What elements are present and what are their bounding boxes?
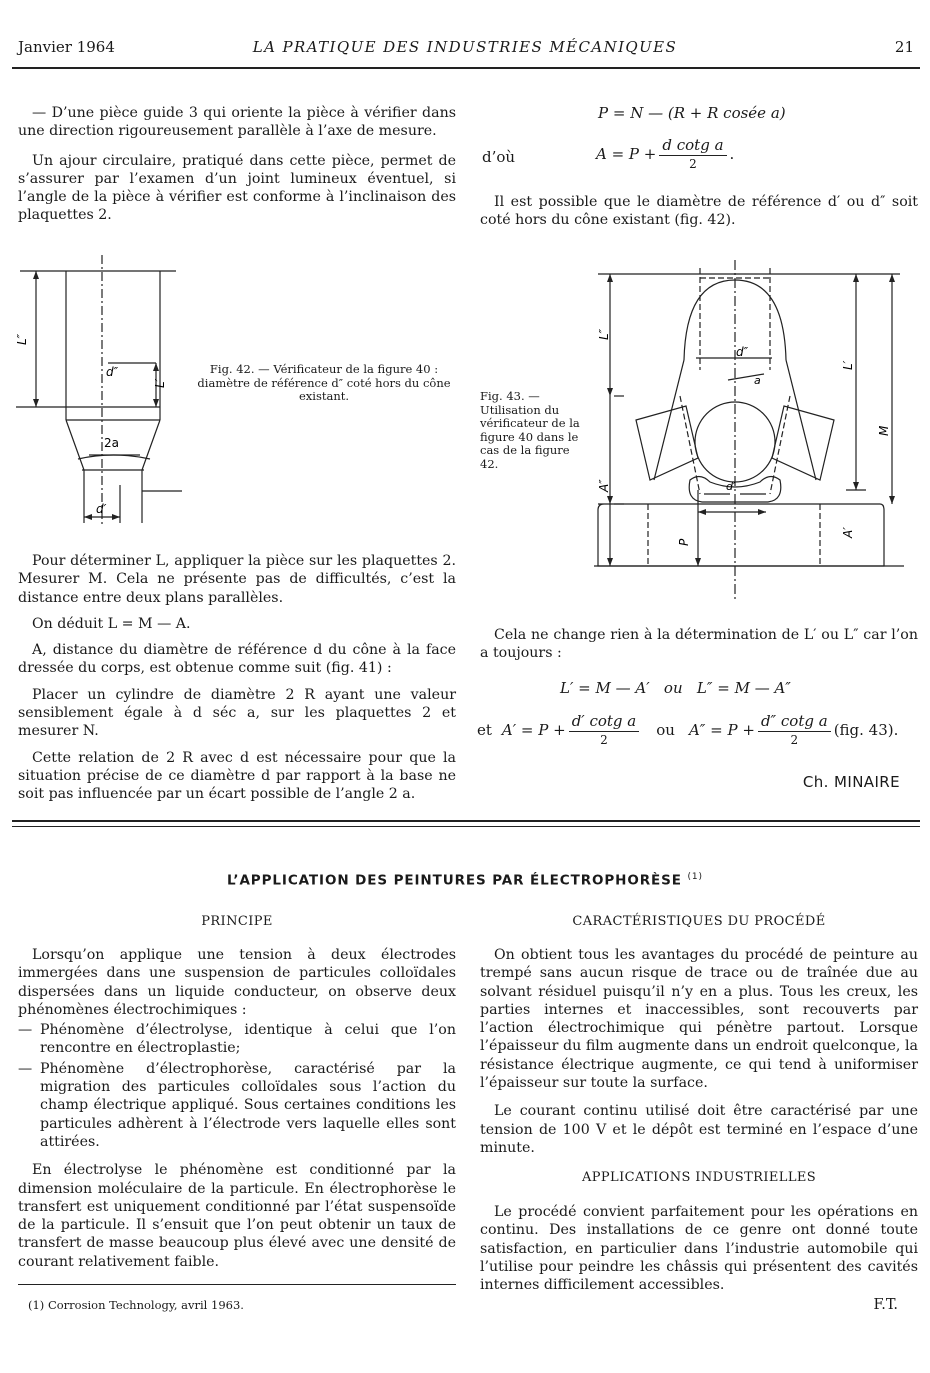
label-l-prime: L′: [153, 378, 167, 388]
fraction-denominator: 2: [689, 157, 697, 171]
label-a-double: A″: [597, 479, 611, 492]
heading-caracteristiques: CARACTÉRISTIQUES DU PROCÉDÉ: [572, 914, 826, 929]
label-two-a: 2a: [104, 436, 119, 450]
figure-43-caption: Fig. 43. — Utilisation du vérificateur de la figure 40 dans le cas de la figure 42.: [480, 389, 580, 471]
equation-a-prime: [477, 712, 898, 747]
equation-suffix: (fig. 43).: [833, 720, 899, 739]
label-a-prime: A′: [841, 527, 855, 538]
label-d-double: d″: [736, 345, 749, 359]
footnote-marker: (1): [687, 872, 703, 882]
article2-left: [18, 946, 456, 1271]
label-p: P: [677, 538, 691, 546]
equation-ou: ou: [656, 720, 675, 739]
equation-lhs: A″ = P +: [688, 720, 755, 739]
author: Ch. MINAIRE: [802, 773, 900, 791]
article1-right-top: [480, 193, 918, 230]
list-item-text: Phénomène d’électrophorèse, caractérisé par la migration des particules colloïdales sous l’action du champ électrique appliqué. Sous certaines conditions les particules adhèrent à l’électrode vers laquelle elles sont attirées.: [40, 1060, 456, 1150]
label-l-double: L″: [597, 328, 611, 340]
article2-right: [480, 946, 918, 1157]
paragraph: Le procédé convient parfaitement pour les opérations en continu. Des installations de ce genre ont donné toute satisfaction, en particulier dans l’industrie automobile qui l’utilise pour peindre les châssis qui présentent des cavités internes difficilement accessibles.: [480, 1204, 918, 1294]
fraction-denominator: 2: [600, 733, 608, 747]
article2-title-text: L’APPLICATION DES PEINTURES PAR ÉLECTROPHORÈSE: [227, 872, 682, 889]
equation-p: P = N — (R + R cosée a): [598, 104, 786, 122]
signature: F.T.: [873, 1297, 898, 1313]
figure-42-diagram: [14, 255, 184, 530]
paragraph: On obtient tous les avantages du procédé de peinture au trempé sans aucun risque de trace ou de traînée due au solvant résiduel puisqu’il n’y en a plus. Tous les creux, les parties internes et inaccessibles, sont recouverts par l’action électrochimique qui pénètre partout. Lorsque l’épaisseur du film augmente dans un endroit quelconque, la résistance électrique augmente, ce qui tend à uniformiser l’épaisseur sur toute la surface.: [480, 947, 918, 1092]
heading-principe: PRINCIPE: [201, 914, 273, 929]
section-rule-bottom: [12, 826, 920, 827]
paragraph: Le courant continu utilisé doit être caractérisé par une tension de 100 V et le dépôt est terminé en l’espace d’une minute.: [480, 1103, 918, 1156]
article2-right-bottom: [480, 1203, 918, 1294]
article1-left-top: [18, 104, 456, 225]
label-d-prime: d′: [726, 480, 736, 493]
figure-42-caption: Fig. 42. — Vérificateur de la figure 40 : diamètre de référence d″ coté hors du cône existant.: [197, 362, 451, 403]
fraction-numerator: d cotg a: [659, 136, 726, 156]
label-d-prime: d′: [96, 502, 107, 516]
label-l-prime: L′: [841, 360, 855, 370]
equation-l: L′ = M — A′ ou L″ = M — A″: [560, 679, 791, 697]
fraction-numerator: d′ cotg a: [569, 712, 640, 732]
equation-fraction: [659, 136, 726, 171]
paragraph: Lorsqu’on applique une tension à deux électrodes immergées dans une suspension de particules colloïdales dispersées dans un liquide conducteur, on observe deux phénomènes électrochimiques :: [18, 947, 456, 1018]
equation-prefix: d’où: [482, 148, 516, 166]
paragraph: Il est possible que le diamètre de référence d′ ou d″ soit coté hors du cône existant (fig. 42).: [480, 194, 918, 229]
paragraph: En électrolyse le phénomène est conditionné par la dimension moléculaire de la particule. En électrophorèse le transfert est uniquement conditionné par l’état suspensoïde de la particule. Il s’ensuit que l’on peut obtenir un taux de transfert de masse beaucoup plus élevé avec une densité de courant relativement faible.: [18, 1162, 456, 1270]
figure-43-diagram: [594, 260, 910, 605]
article1-right-bottom: [480, 626, 918, 663]
equation-fraction: [758, 712, 831, 747]
equation-fraction: [569, 712, 640, 747]
list-item: [18, 1021, 456, 1058]
header-rule: [12, 67, 920, 69]
paragraph: A, distance du diamètre de référence d du cône à la face dressée du corps, est obtenue comme suit (fig. 41) :: [18, 642, 456, 677]
page-number: 21: [894, 38, 914, 56]
paragraph: Un ajour circulaire, pratiqué dans cette pièce, permet de s’assurer par l’examen d’un joint lumineux éventuel, si l’angle de la pièce à vérifier est conforme à l’inclinaison des plaquettes 2.: [18, 152, 456, 224]
paragraph: Placer un cylindre de diamètre 2 R ayant une valeur sensiblement égale à d séc a, sur les plaquettes 2 et mesurer N.: [18, 686, 456, 740]
list-dash: —: [18, 1060, 33, 1077]
paragraph: Pour déterminer L, appliquer la pièce sur les plaquettes 2. Mesurer M. Cela ne présente pas de difficultés, c’est la distance entre deux plans parallèles.: [18, 553, 456, 606]
label-m: M: [877, 425, 891, 436]
paragraph: On déduit L = M — A.: [32, 615, 191, 632]
label-d-double: d″: [106, 365, 119, 379]
equation-lhs: A = P +: [596, 144, 657, 163]
label-l-double: L″: [15, 333, 29, 345]
equation-prefix: et: [477, 720, 492, 739]
footnote: (1) Corrosion Technology, avril 1963.: [28, 1298, 244, 1312]
section-rule-top: [12, 820, 920, 822]
article1-left-bottom: [18, 552, 456, 804]
list-item: [18, 1060, 456, 1151]
equation-lhs: A′ = P +: [501, 720, 566, 739]
fraction-numerator: d″ cotg a: [758, 712, 831, 732]
running-header-date: Janvier 1964: [18, 38, 115, 56]
article2-title: [0, 872, 930, 889]
list-item-text: Phénomène d’électrolyse, identique à celui que l’on rencontre en électroplastie;: [40, 1022, 456, 1057]
paragraph: Cela ne change rien à la détermination de L′ ou L″ car l’on a toujours :: [480, 627, 918, 662]
paragraph: — D’une pièce guide 3 qui oriente la pièce à vérifier dans une direction rigoureusement parallèle à l’axe de mesure.: [18, 105, 456, 140]
heading-applications: APPLICATIONS INDUSTRIELLES: [581, 1170, 817, 1185]
footnote-rule: [18, 1284, 456, 1285]
paragraph: Cette relation de 2 R avec d est nécessaire pour que la situation précise de ce diamètre d par rapport à la base ne soit pas influencée par un écart possible de l’angle 2 a.: [18, 749, 456, 803]
running-header-journal: LA PRATIQUE DES INDUSTRIES MÉCANIQUES: [252, 38, 678, 56]
equation-a: A = P + $\frac{\text{d cotg a}}{2}$ .: [596, 136, 735, 171]
list-dash: —: [18, 1022, 33, 1039]
fraction-denominator: 2: [790, 733, 799, 747]
label-a: a: [754, 374, 761, 387]
